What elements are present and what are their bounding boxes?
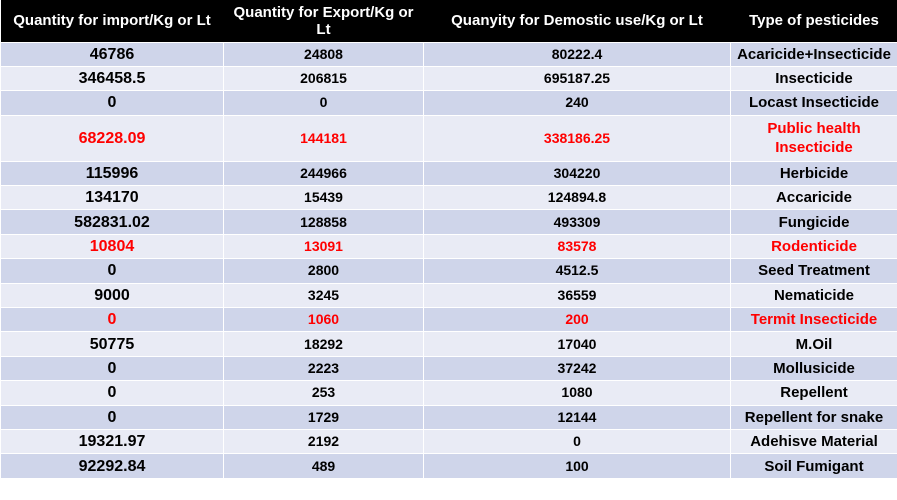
table-row bbox=[1, 161, 897, 185]
cell-export: 1060 bbox=[224, 308, 424, 332]
table-body bbox=[1, 42, 897, 478]
table-row bbox=[1, 91, 897, 115]
cell-type: Public health Insecticide bbox=[731, 115, 897, 161]
cell-export: 244966 bbox=[224, 161, 424, 185]
cell-import: 19321.97 bbox=[1, 429, 224, 453]
cell-export: 13091 bbox=[224, 234, 424, 258]
cell-import: 0 bbox=[1, 356, 224, 380]
cell-export: 15439 bbox=[224, 186, 424, 210]
cell-import: 50775 bbox=[1, 332, 224, 356]
cell-import: 46786 bbox=[1, 42, 224, 66]
table-row bbox=[1, 381, 897, 405]
cell-domestic: 338186.25 bbox=[424, 115, 731, 161]
table-row bbox=[1, 186, 897, 210]
cell-type: Locast Insecticide bbox=[731, 91, 897, 115]
cell-type: Fungicide bbox=[731, 210, 897, 234]
table-row bbox=[1, 454, 897, 478]
header-export: Quantity for Export/Kg or Lt bbox=[233, 3, 414, 38]
cell-import: 68228.09 bbox=[1, 115, 224, 161]
cell-domestic: 36559 bbox=[424, 283, 731, 307]
cell-domestic: 4512.5 bbox=[424, 259, 731, 283]
cell-type: Acaricide+Insecticide bbox=[731, 42, 897, 66]
table-row bbox=[1, 42, 897, 66]
cell-type: Rodenticide bbox=[731, 234, 897, 258]
table-row bbox=[1, 66, 897, 90]
cell-domestic: 304220 bbox=[424, 161, 731, 185]
cell-domestic: 1080 bbox=[424, 381, 731, 405]
header-domestic: Quanyity for Demostic use/Kg or Lt bbox=[451, 12, 703, 30]
cell-domestic: 695187.25 bbox=[424, 66, 731, 90]
cell-type: Nematicide bbox=[731, 283, 897, 307]
cell-export: 144181 bbox=[224, 115, 424, 161]
table-row bbox=[1, 429, 897, 453]
cell-export: 18292 bbox=[224, 332, 424, 356]
table-row bbox=[1, 332, 897, 356]
cell-type: Accaricide bbox=[731, 186, 897, 210]
cell-import: 0 bbox=[1, 91, 224, 115]
cell-type: Repellent for snake bbox=[731, 405, 897, 429]
cell-export: 206815 bbox=[224, 66, 424, 90]
cell-type: Termit Insecticide bbox=[731, 308, 897, 332]
cell-export: 3245 bbox=[224, 283, 424, 307]
cell-domestic: 240 bbox=[424, 91, 731, 115]
cell-domestic: 83578 bbox=[424, 234, 731, 258]
cell-export: 2192 bbox=[224, 429, 424, 453]
table-row bbox=[1, 308, 897, 332]
cell-export: 0 bbox=[224, 91, 424, 115]
cell-import: 582831.02 bbox=[1, 210, 224, 234]
table-row bbox=[1, 405, 897, 429]
table-row bbox=[1, 115, 897, 161]
cell-domestic: 17040 bbox=[424, 332, 731, 356]
cell-type: Adehisve Material bbox=[731, 429, 897, 453]
cell-type: Mollusicide bbox=[731, 356, 897, 380]
cell-domestic: 200 bbox=[424, 308, 731, 332]
cell-import: 0 bbox=[1, 381, 224, 405]
table-row bbox=[1, 234, 897, 258]
cell-type: Repellent bbox=[731, 381, 897, 405]
table-header bbox=[1, 0, 897, 42]
cell-export: 489 bbox=[224, 454, 424, 478]
cell-import: 115996 bbox=[1, 161, 224, 185]
header-import: Quantity for import/Kg or Lt bbox=[13, 12, 211, 30]
cell-domestic: 37242 bbox=[424, 356, 731, 380]
cell-export: 2223 bbox=[224, 356, 424, 380]
cell-type: M.Oil bbox=[731, 332, 897, 356]
cell-export: 128858 bbox=[224, 210, 424, 234]
cell-domestic: 0 bbox=[424, 429, 731, 453]
table-row bbox=[1, 210, 897, 234]
cell-import: 0 bbox=[1, 308, 224, 332]
cell-import: 346458.5 bbox=[1, 66, 224, 90]
cell-import: 9000 bbox=[1, 283, 224, 307]
table-row bbox=[1, 356, 897, 380]
cell-export: 253 bbox=[224, 381, 424, 405]
cell-domestic: 80222.4 bbox=[424, 42, 731, 66]
table-row bbox=[1, 259, 897, 283]
cell-type: Herbicide bbox=[731, 161, 897, 185]
cell-export: 24808 bbox=[224, 42, 424, 66]
cell-type: Insecticide bbox=[731, 66, 897, 90]
cell-domestic: 493309 bbox=[424, 210, 731, 234]
cell-domestic: 124894.8 bbox=[424, 186, 731, 210]
cell-domestic: 12144 bbox=[424, 405, 731, 429]
cell-import: 10804 bbox=[1, 234, 224, 258]
header-type: Type of pesticides bbox=[749, 12, 879, 30]
cell-type: Seed Treatment bbox=[731, 259, 897, 283]
cell-type: Soil Fumigant bbox=[731, 454, 897, 478]
cell-domestic: 100 bbox=[424, 454, 731, 478]
cell-import: 0 bbox=[1, 405, 224, 429]
header-row bbox=[1, 0, 897, 42]
table-row bbox=[1, 283, 897, 307]
cell-import: 0 bbox=[1, 259, 224, 283]
cell-import: 134170 bbox=[1, 186, 224, 210]
cell-export: 1729 bbox=[224, 405, 424, 429]
cell-import: 92292.84 bbox=[1, 454, 224, 478]
cell-export: 2800 bbox=[224, 259, 424, 283]
